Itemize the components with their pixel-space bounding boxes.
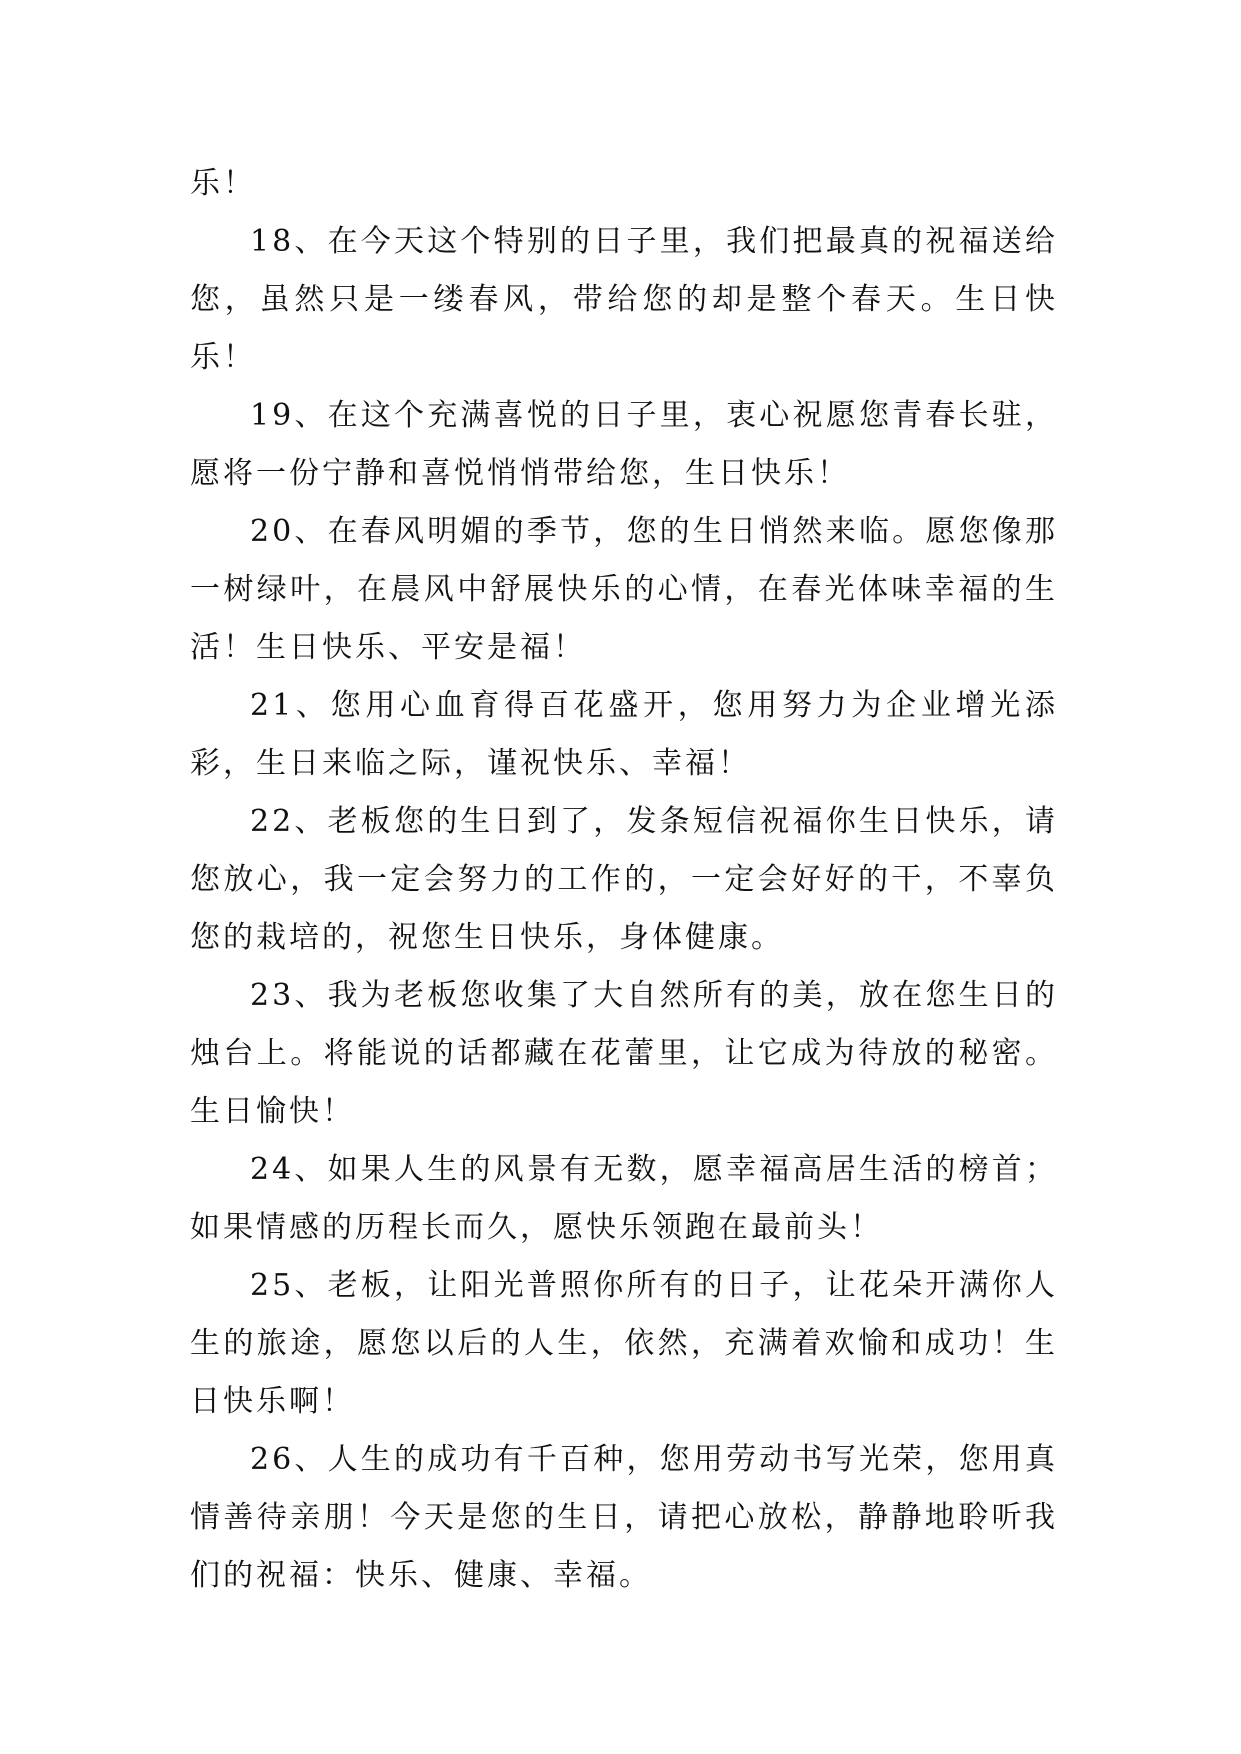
paragraph-26: 26、人生的成功有千百种，您用劳动书写光荣，您用真情善待亲朋！今天是您的生日，请把心放松，静静地聆听我们的祝福：快乐、健康、幸福。 — [190, 1442, 1058, 1593]
paragraph-continuation: 乐！ — [190, 166, 256, 201]
paragraph-25: 25、老板，让阳光普照你所有的日子，让花朵开满你人生的旅途，愿您以后的人生，依然，充满着欢愉和成功！生日快乐啊！ — [190, 1268, 1058, 1419]
paragraph-21: 21、您用心血育得百花盛开，您用努力为企业增光添彩，生日来临之际，谨祝快乐、幸福！ — [190, 688, 1058, 781]
paragraph-24: 24、如果人生的风景有无数，愿幸福高居生活的榜首；如果情感的历程长而久，愿快乐领跑在最前头！ — [190, 1152, 1058, 1245]
paragraph-19: 19、在这个充满喜悦的日子里，衷心祝愿您青春长驻，愿将一份宁静和喜悦悄悄带给您，生日快乐！ — [190, 398, 1058, 491]
document-body — [190, 155, 1058, 1605]
paragraph-23: 23、我为老板您收集了大自然所有的美，放在您生日的烛台上。将能说的话都藏在花蕾里，让它成为待放的秘密。生日愉快！ — [190, 978, 1058, 1129]
paragraph-22: 22、老板您的生日到了，发条短信祝福你生日快乐，请您放心，我一定会努力的工作的，一定会好好的干，不辜负您的栽培的，祝您生日快乐，身体健康。 — [190, 804, 1058, 955]
paragraph-18: 18、在今天这个特别的日子里，我们把最真的祝福送给您，虽然只是一缕春风，带给您的却是整个春天。生日快乐！ — [190, 224, 1058, 375]
paragraph-20: 20、在春风明媚的季节，您的生日悄然来临。愿您像那一树绿叶，在晨风中舒展快乐的心情，在春光体味幸福的生活！生日快乐、平安是福！ — [190, 514, 1058, 665]
